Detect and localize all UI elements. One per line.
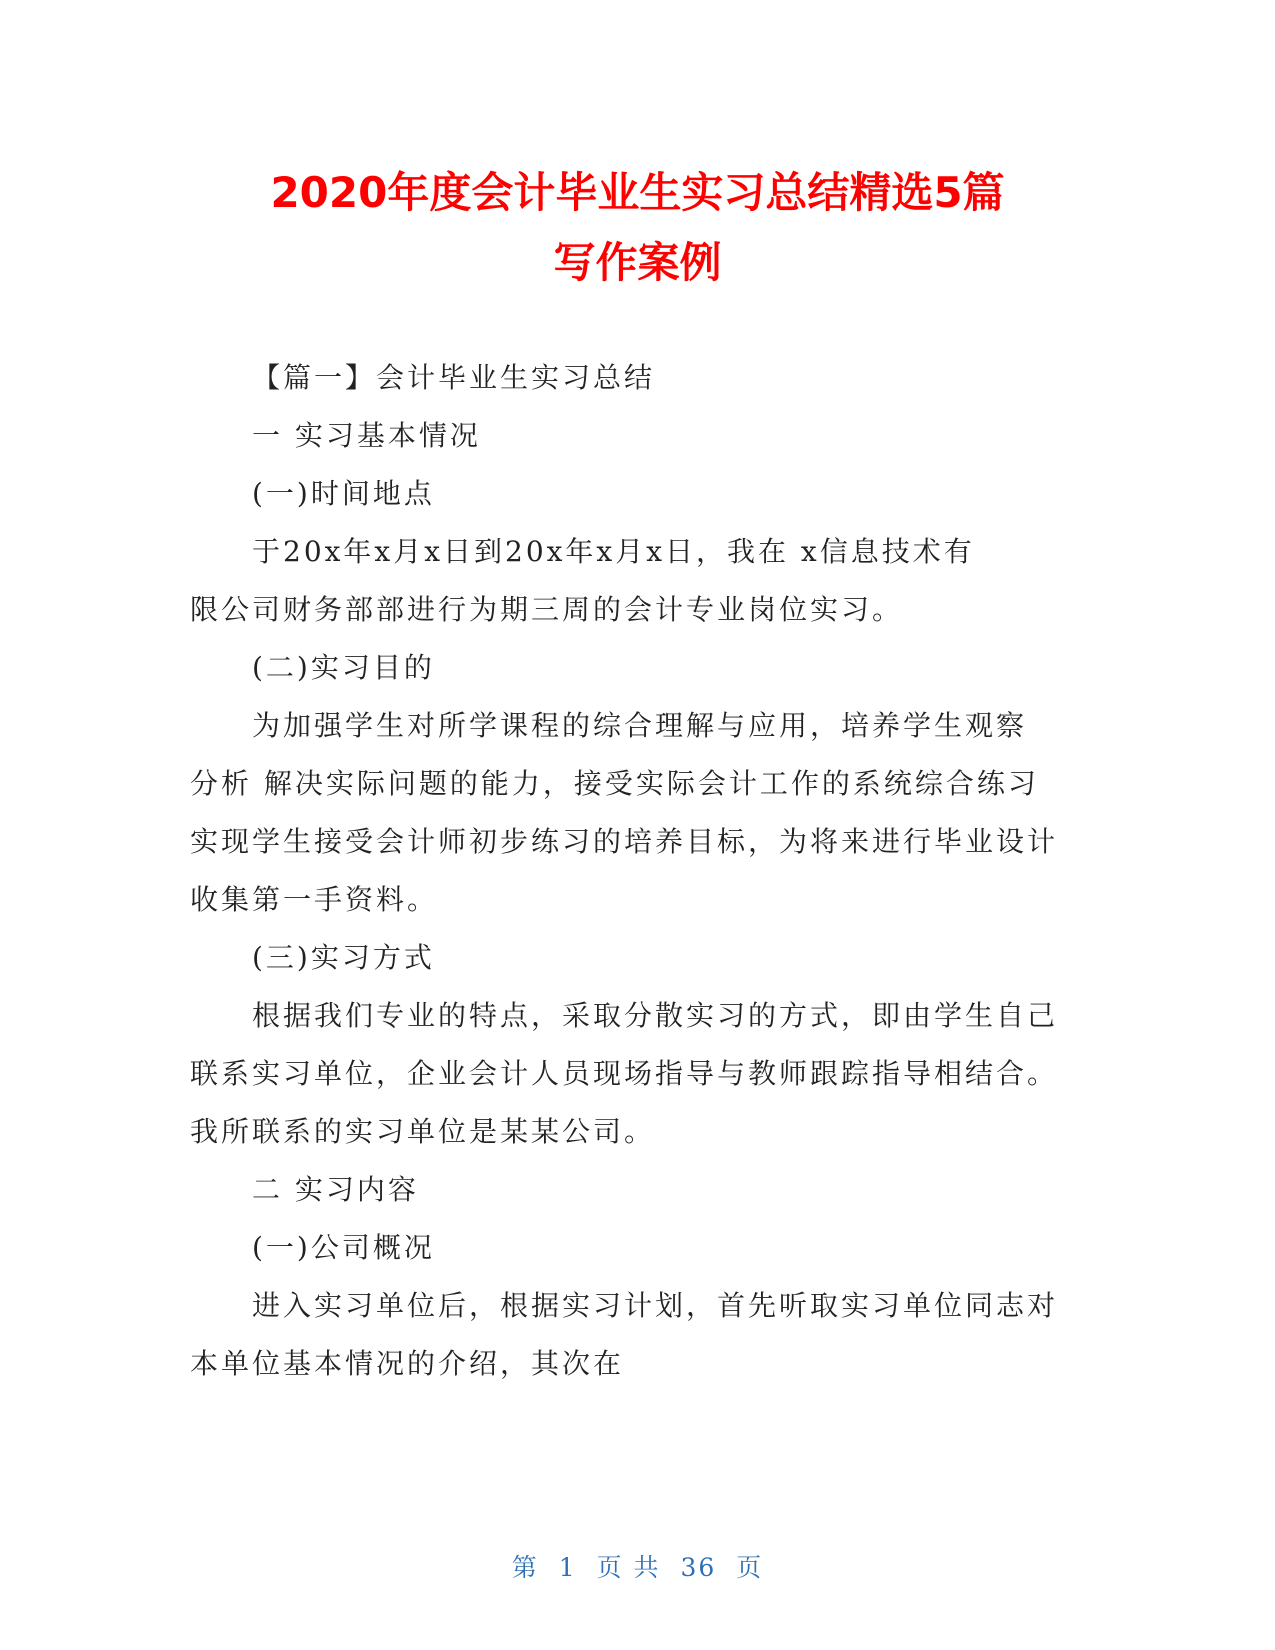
paragraph-line: 本单位基本情况的介绍，其次在 [190,1347,625,1380]
footer-total-pages: 36 [680,1553,717,1582]
footer-page-label: 第 [511,1553,539,1582]
paragraph-line: 收集第一手资料。 [190,883,439,916]
footer-of-label: 页 共 [596,1553,661,1582]
subsection-heading: (一)公司概况 [252,1231,435,1264]
subsection-heading: (三)实习方式 [252,941,435,974]
document-title-line-1: 2020年度会计毕业生实习总结精选5篇 [270,168,1005,217]
paragraph-line: 限公司财务部部进行为期三周的会计专业岗位实习。 [190,593,904,626]
subsection-heading: 二 实习内容 [252,1173,419,1206]
paragraph-line: 联系实习单位，企业会计人员现场指导与教师跟踪指导相结合。 [190,1057,1059,1090]
paragraph-line: 我所联系的实习单位是某某公司。 [190,1115,656,1148]
footer-current-page: 1 [558,1553,577,1582]
footer-pages-label: 页 [736,1553,764,1582]
document-title-line-2: 写作案例 [553,238,722,287]
page-footer [0,1548,1275,1584]
paragraph-line: 为加强学生对所学课程的综合理解与应用，培养学生观察 [252,709,1028,742]
subsection-heading: (二)实习目的 [252,651,435,684]
paragraph-line: 分析 解决实际问题的能力，接受实际会计工作的系统综合练习 [190,767,1039,800]
paragraph-line: 根据我们专业的特点，采取分散实习的方式，即由学生自己 [252,999,1059,1032]
subsection-heading: 一 实习基本情况 [252,419,481,452]
section-heading: 【篇一】会计毕业生实习总结 [252,361,656,394]
paragraph-line: 于20x年x月x日到20x年x月x日，我在 x信息技术有 [252,535,975,568]
subsection-heading: (一)时间地点 [252,477,435,510]
paragraph-line: 进入实习单位后，根据实习计划，首先听取实习单位同志对 [252,1289,1059,1322]
paragraph-line: 实现学生接受会计师初步练习的培养目标，为将来进行毕业设计 [190,825,1059,858]
